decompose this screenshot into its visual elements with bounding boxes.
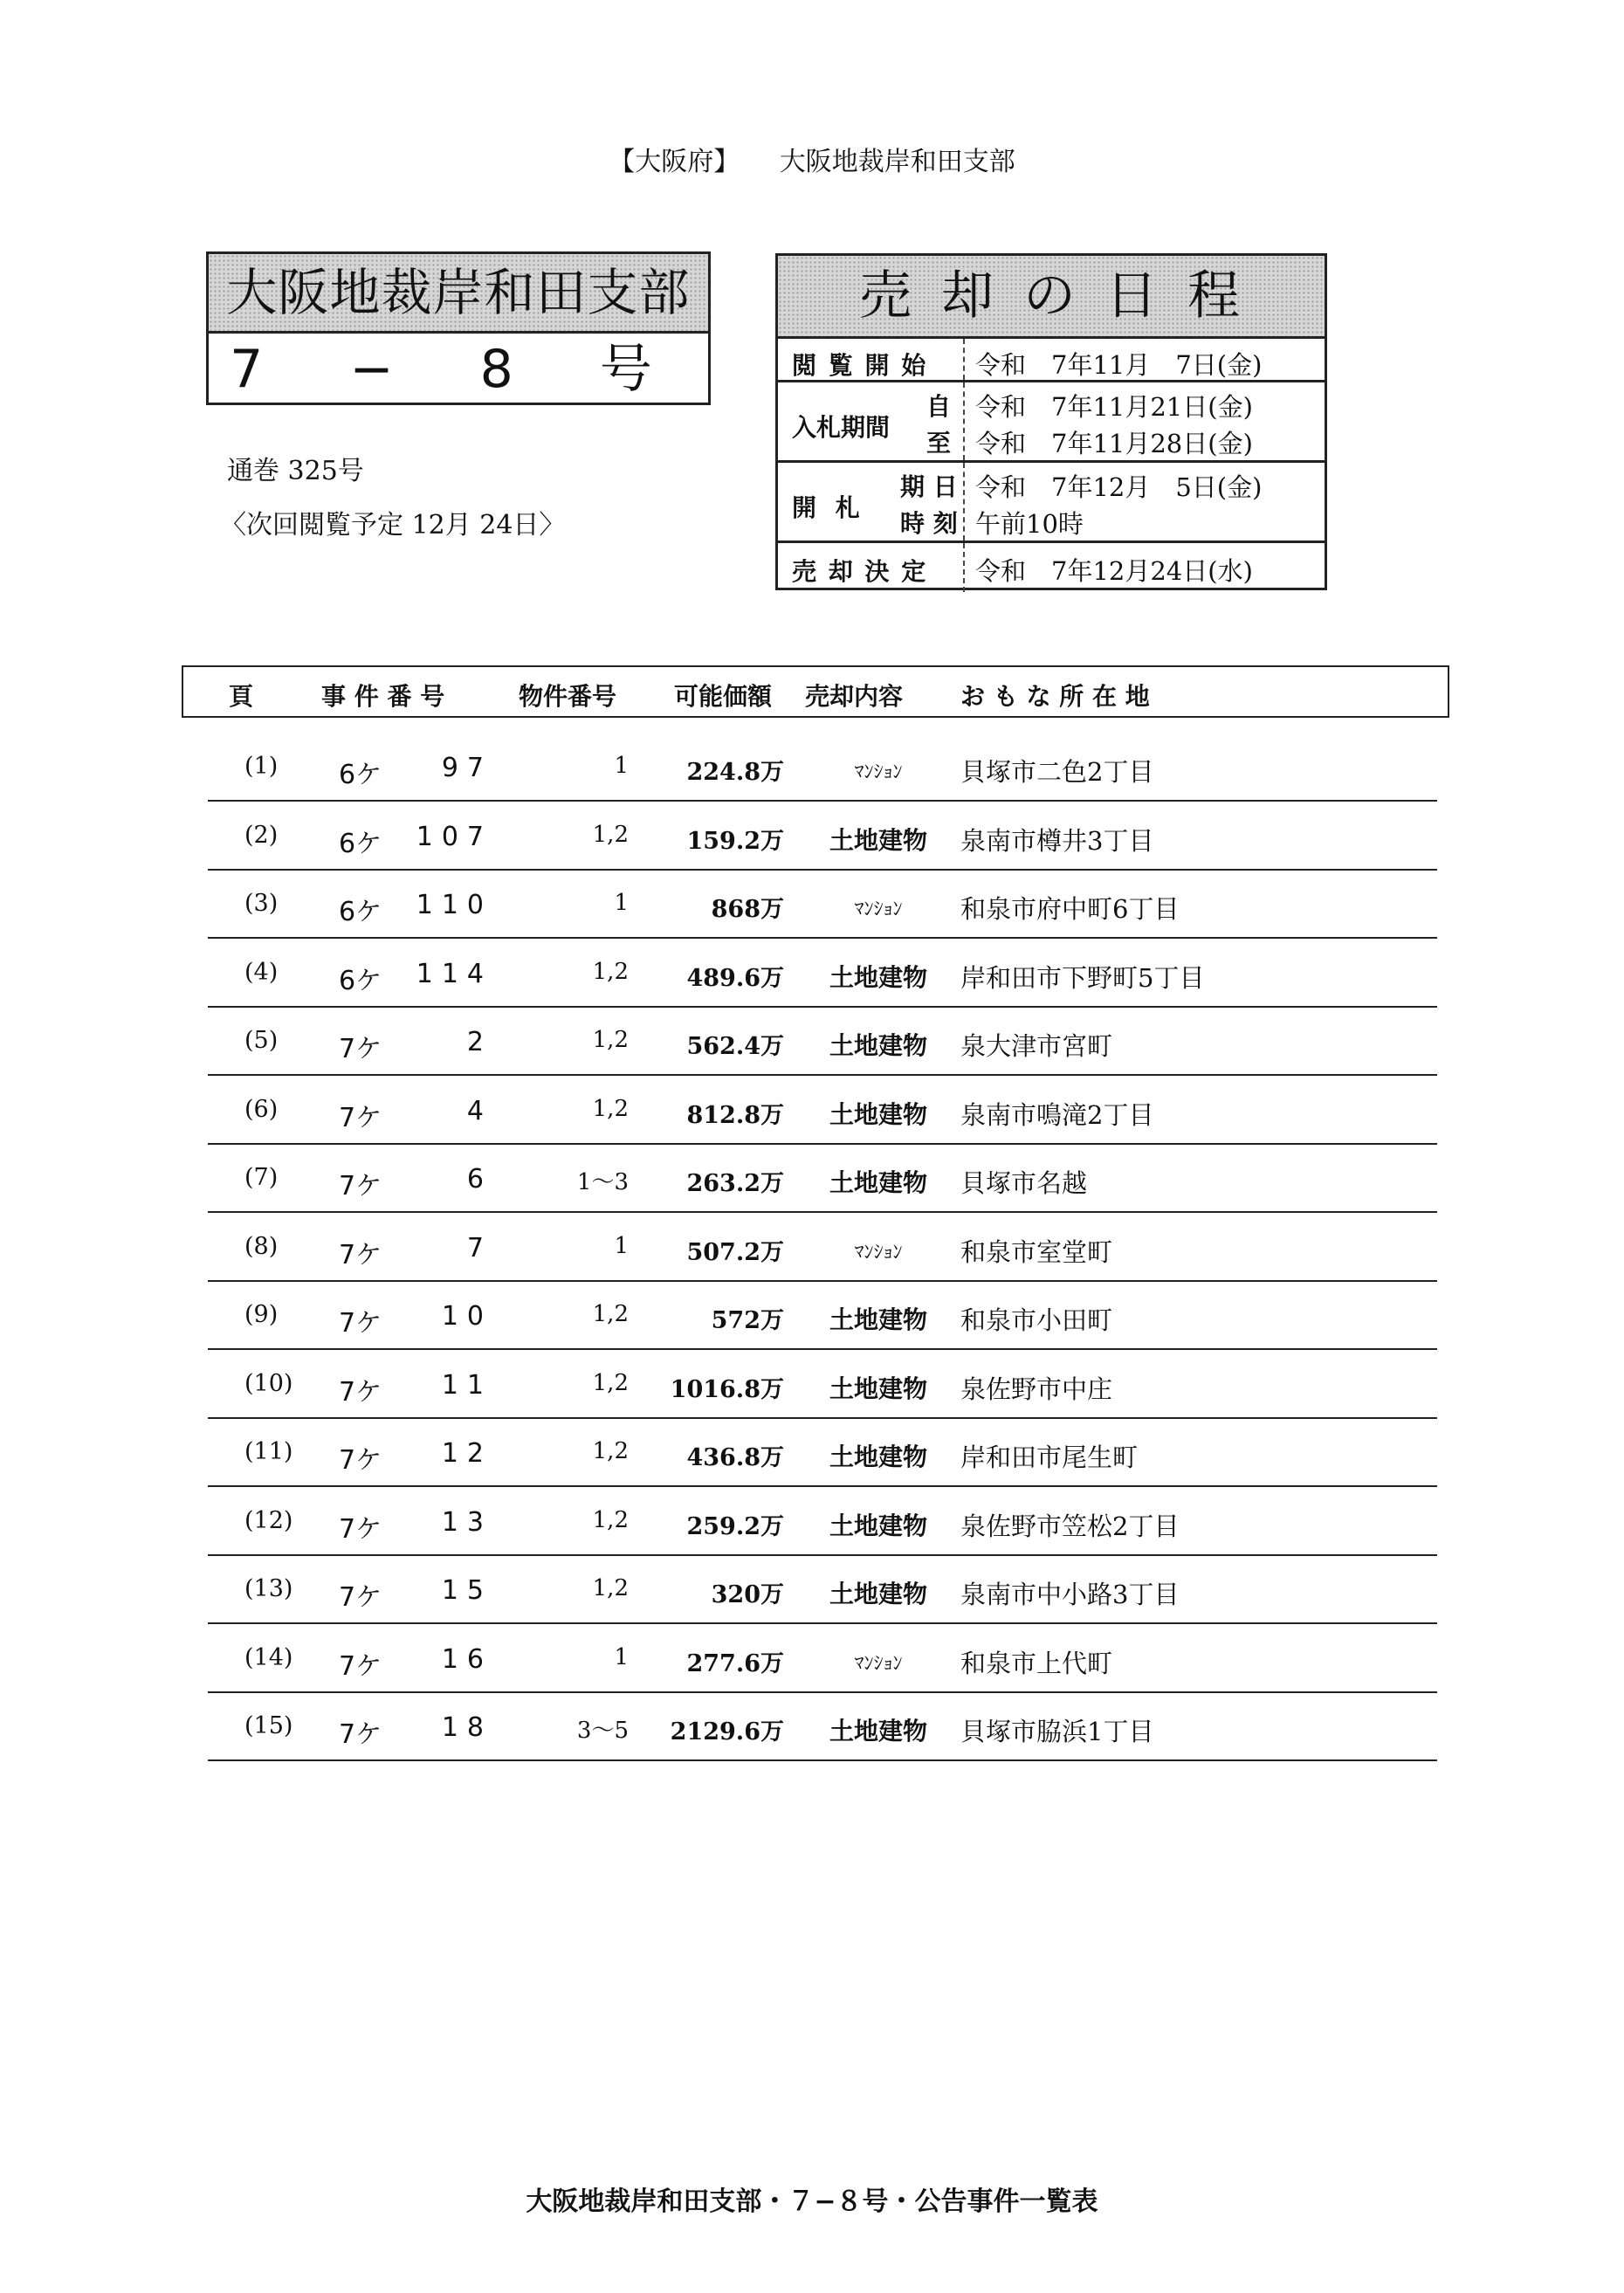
table-row [208,1006,1437,1076]
table-row [208,1143,1437,1213]
row-price: 562.4万 [686,1033,784,1060]
row-location: 和泉市府中町6丁目 [960,894,1180,924]
row-price: 812.8万 [686,1101,784,1129]
row-case-prefix: 7ケ [339,1034,382,1064]
row-sale-type: ﾏﾝｼｮﾝ [854,1652,903,1675]
row-page: (14) [244,1643,293,1671]
browse-value-cell [963,339,1325,380]
table-row [208,1075,1437,1145]
row-property-number: 1,2 [592,1301,629,1327]
schedule-title: 売却の日程 [778,256,1325,339]
row-case-number: 12 [441,1438,492,1469]
row-property-number: 1,2 [592,1369,629,1396]
row-sale-type: ﾏﾝｼｮﾝ [854,761,903,783]
bid-value-cell [963,382,1325,460]
row-location: 泉南市中小路3丁目 [960,1580,1180,1609]
row-sale-type: 土地建物 [829,1099,927,1129]
open-date-label: 期 日 [900,472,958,501]
row-case-number: 6 [466,1164,492,1195]
decision-label: 売 却 決 定 [792,557,928,586]
header-case-number: 事 件 番 号 [321,682,445,711]
row-sale-type: 土地建物 [829,1305,927,1334]
header-page: 頁 [229,682,254,711]
schedule-row-decision [778,543,1325,592]
row-price: 277.6万 [686,1649,784,1677]
row-price: 320万 [711,1581,784,1608]
table-row [208,1280,1437,1350]
row-location: 貝塚市二色2丁目 [960,757,1154,787]
row-case-number: 4 [466,1095,492,1126]
decision-value: 令和 7年12月24日(水) [975,556,1253,586]
row-location: 貝塚市脇浜1丁目 [960,1717,1154,1746]
table-row [208,1554,1437,1624]
header-property-number: 物件番号 [519,682,617,711]
volume-number: 通巻 325号 [227,456,364,486]
browse-label: 閲 覧 開 始 [792,351,928,380]
row-property-number: 1〜3 [576,1169,629,1195]
row-page: (8) [244,1232,279,1260]
row-case-prefix: 7ケ [339,1308,382,1339]
row-sale-type: 土地建物 [829,1374,927,1403]
bid-label-cell [778,382,961,460]
row-sale-type: 土地建物 [829,1580,927,1608]
row-case-number: 16 [441,1643,492,1675]
table-row [208,732,1437,802]
bid-label: 入札期間 [792,413,891,442]
row-page: (15) [244,1712,293,1739]
header-line [0,140,1624,178]
header-sale-type: 売却内容 [805,682,904,711]
row-page: (9) [244,1301,279,1328]
issue-number: 7 − 8 号 [230,339,687,400]
row-case-number: 13 [441,1506,492,1538]
court-label: 大阪地裁岸和田支部 [779,147,1015,177]
row-property-number: 1,2 [592,1575,629,1601]
row-case-number: 2 [466,1027,492,1057]
row-location: 岸和田市尾生町 [960,1443,1139,1472]
row-property-number: 1,2 [592,1027,629,1053]
row-location: 泉南市鳴滝2丁目 [960,1099,1154,1130]
prefecture-label: 【大阪府】 [609,147,740,177]
row-case-prefix: 7ケ [339,1239,382,1270]
case-table-header [182,665,1449,718]
row-page: (6) [244,1095,279,1123]
row-case-number: 18 [441,1712,492,1743]
row-sale-type: ﾏﾝｼｮﾝ [854,899,903,920]
row-case-number: 107 [416,821,492,852]
row-page: (10) [244,1369,293,1397]
row-case-prefix: 6ケ [339,965,382,996]
open-label-cell [778,463,961,541]
row-page: (2) [244,821,279,849]
row-case-prefix: 7ケ [339,1650,382,1682]
row-sale-type: 土地建物 [829,1511,927,1540]
row-case-number: 15 [441,1575,492,1606]
row-location: 岸和田市下野町5丁目 [960,962,1205,993]
bid-to-label: 至 [926,429,952,458]
row-property-number: 1,2 [592,1095,629,1122]
footer-title: 大阪地裁岸和田支部・７−８号・公告事件一覧表 [526,2186,1098,2217]
table-row [208,1212,1437,1282]
row-sale-type: 土地建物 [829,1443,927,1471]
header-price: 可能価額 [674,682,773,711]
header-location: お も な 所 在 地 [960,682,1150,711]
row-page: (3) [244,890,279,917]
row-sale-type: 土地建物 [829,1168,927,1197]
open-time-value: 午前10時 [975,509,1084,539]
row-location: 泉大津市宮町 [960,1031,1113,1061]
bid-from-label: 自 [926,392,952,421]
row-case-number: 11 [441,1369,492,1401]
row-price: 489.6万 [686,964,784,992]
row-case-number: 97 [441,753,492,783]
row-case-prefix: 6ケ [339,897,382,927]
row-page: (4) [244,958,279,986]
row-case-prefix: 7ケ [339,1102,382,1133]
bid-to-value: 令和 7年11月28日(金) [975,429,1253,458]
sale-schedule-box [775,253,1327,590]
row-page: (7) [244,1164,279,1191]
row-case-prefix: 7ケ [339,1582,382,1613]
open-time-label: 時 刻 [900,509,958,538]
row-sale-type: 土地建物 [829,825,927,855]
table-row [208,1349,1437,1419]
table-row [208,869,1437,939]
schedule-row-browse [778,339,1325,382]
row-price: 572万 [711,1307,784,1334]
row-page: (12) [244,1506,293,1534]
next-view-date: 〈次回閲覧予定 12月 24日〉 [220,510,566,541]
table-row [208,1691,1437,1761]
row-property-number: 1 [614,1643,629,1670]
row-price: 1016.8万 [670,1375,784,1403]
row-property-number: 3〜5 [576,1718,629,1744]
open-label: 開 札 [792,493,865,522]
row-case-prefix: 7ケ [339,1376,382,1408]
court-name: 大阪地裁岸和田支部 [209,254,708,334]
decision-value-cell [963,543,1325,592]
row-page: (11) [244,1438,293,1465]
row-case-number: 114 [416,958,492,989]
row-location: 和泉市室堂町 [960,1236,1113,1267]
row-case-number: 10 [441,1301,492,1332]
table-row [208,801,1437,871]
row-price: 436.8万 [686,1444,784,1471]
row-case-number: 7 [466,1232,492,1264]
browse-value: 令和 7年11月 7日(金) [975,350,1263,380]
row-case-prefix: 7ケ [339,1171,382,1202]
row-property-number: 1,2 [592,1506,629,1533]
row-property-number: 1 [614,890,629,916]
bid-from-value: 令和 7年11月21日(金) [975,392,1253,422]
row-price: 2129.6万 [670,1718,784,1746]
row-property-number: 1,2 [592,958,629,985]
row-page: (13) [244,1575,293,1602]
row-sale-type: 土地建物 [829,1717,927,1746]
row-page: (5) [244,1027,279,1054]
row-location: 泉佐野市中庄 [960,1374,1113,1404]
row-location: 泉南市樽井3丁目 [960,825,1154,856]
court-title-box [206,251,711,405]
row-sale-type: 土地建物 [829,962,927,992]
table-row [208,1417,1437,1487]
row-sale-type: 土地建物 [829,1031,927,1060]
schedule-row-bid [778,382,1325,463]
table-row [208,938,1437,1008]
row-property-number: 1,2 [592,821,629,848]
row-case-prefix: 7ケ [339,1719,382,1750]
row-price: 259.2万 [686,1512,784,1540]
row-property-number: 1,2 [592,1438,629,1464]
row-price: 868万 [711,896,784,923]
row-case-prefix: 7ケ [339,1513,382,1545]
row-sale-type: ﾏﾝｼｮﾝ [854,1241,903,1264]
row-case-prefix: 6ケ [339,828,382,859]
row-location: 泉佐野市笠松2丁目 [960,1511,1180,1541]
row-location: 和泉市小田町 [960,1305,1113,1335]
open-value-cell [963,463,1325,541]
row-price: 224.8万 [686,759,784,786]
row-price: 159.2万 [686,827,784,855]
row-price: 507.2万 [686,1238,784,1266]
table-row [208,1486,1437,1556]
row-location: 和泉市上代町 [960,1648,1113,1678]
row-case-prefix: 7ケ [339,1445,382,1476]
table-row [208,1623,1437,1693]
row-property-number: 1 [614,1232,629,1259]
row-page: (1) [244,753,279,780]
row-location: 貝塚市名越 [960,1168,1088,1198]
row-case-number: 110 [416,890,492,920]
schedule-row-open [778,463,1325,543]
open-date-value: 令和 7年12月 5日(金) [975,472,1263,502]
row-property-number: 1 [614,753,629,779]
row-price: 263.2万 [686,1170,784,1197]
row-case-prefix: 6ケ [339,760,382,790]
decision-label-cell [778,543,961,592]
